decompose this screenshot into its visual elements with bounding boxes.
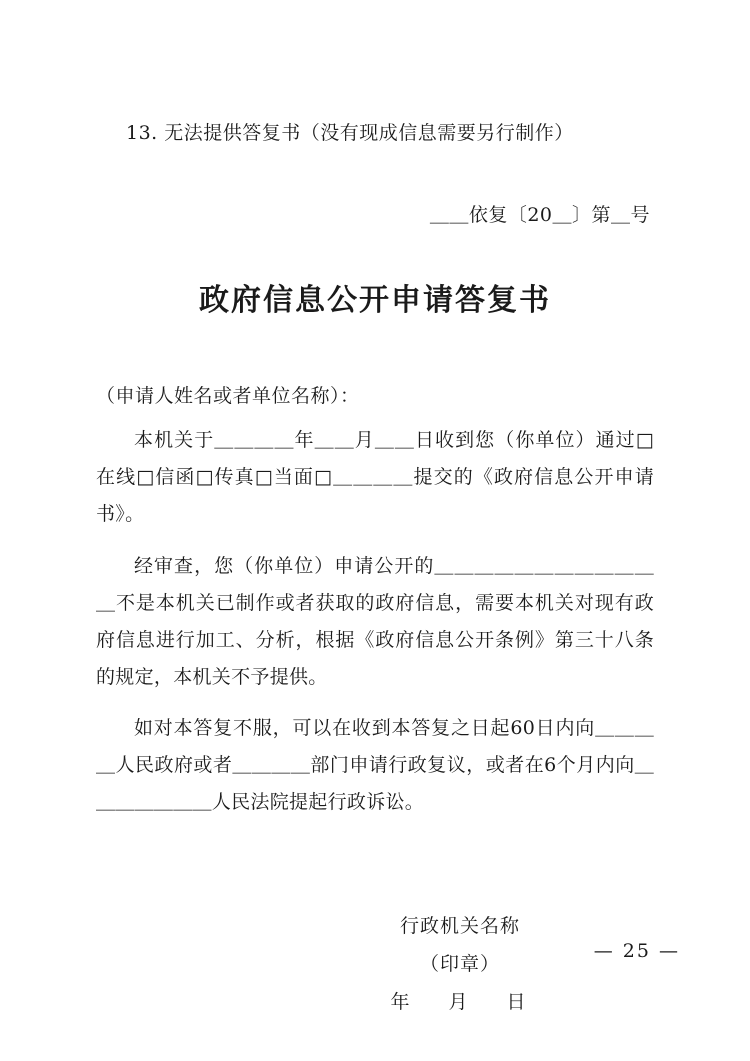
item-heading: 13. 无法提供答复书（没有现成信息需要另行制作） [126,122,574,144]
addressee-line: （申请人姓名或者单位名称）： [96,385,360,408]
page-title: 政府信息公开申请答复书 [199,283,551,319]
document-number: ＿＿依复〔20＿〕第＿号 [429,204,650,227]
body-paragraph-1: 本机关于＿＿＿＿年＿＿月＿＿日收到您（你单位）通过□在线□信函□传真□当面□＿＿＿＿提交的《政府信息公开申请书》。 [96,429,654,526]
signature-seal: （印章） [419,952,500,975]
page-number: — 25 — [593,940,680,962]
signature-block [96,907,654,1021]
signature-date: 年 月 日 [390,990,536,1013]
body-paragraph-2: 经审查，您（你单位）申请公开的＿＿＿＿＿＿＿＿＿＿＿＿不是本机关已制作或者获取的政府信息，需要本机关对现有政府信息进行加工、分析，根据《政府信息公开条例》第三十八条的规定，本机关不予提供。 [96,554,654,688]
document-content [96,0,654,1021]
signature-agency: 行政机关名称 [399,914,520,937]
body-paragraph-3: 如对本答复不服，可以在收到本答复之日起60日内向＿＿＿＿人民政府或者＿＿＿＿部门申请行政复议，或者在6个月内向＿＿＿＿＿＿＿人民法院提起行政诉讼。 [96,716,654,813]
